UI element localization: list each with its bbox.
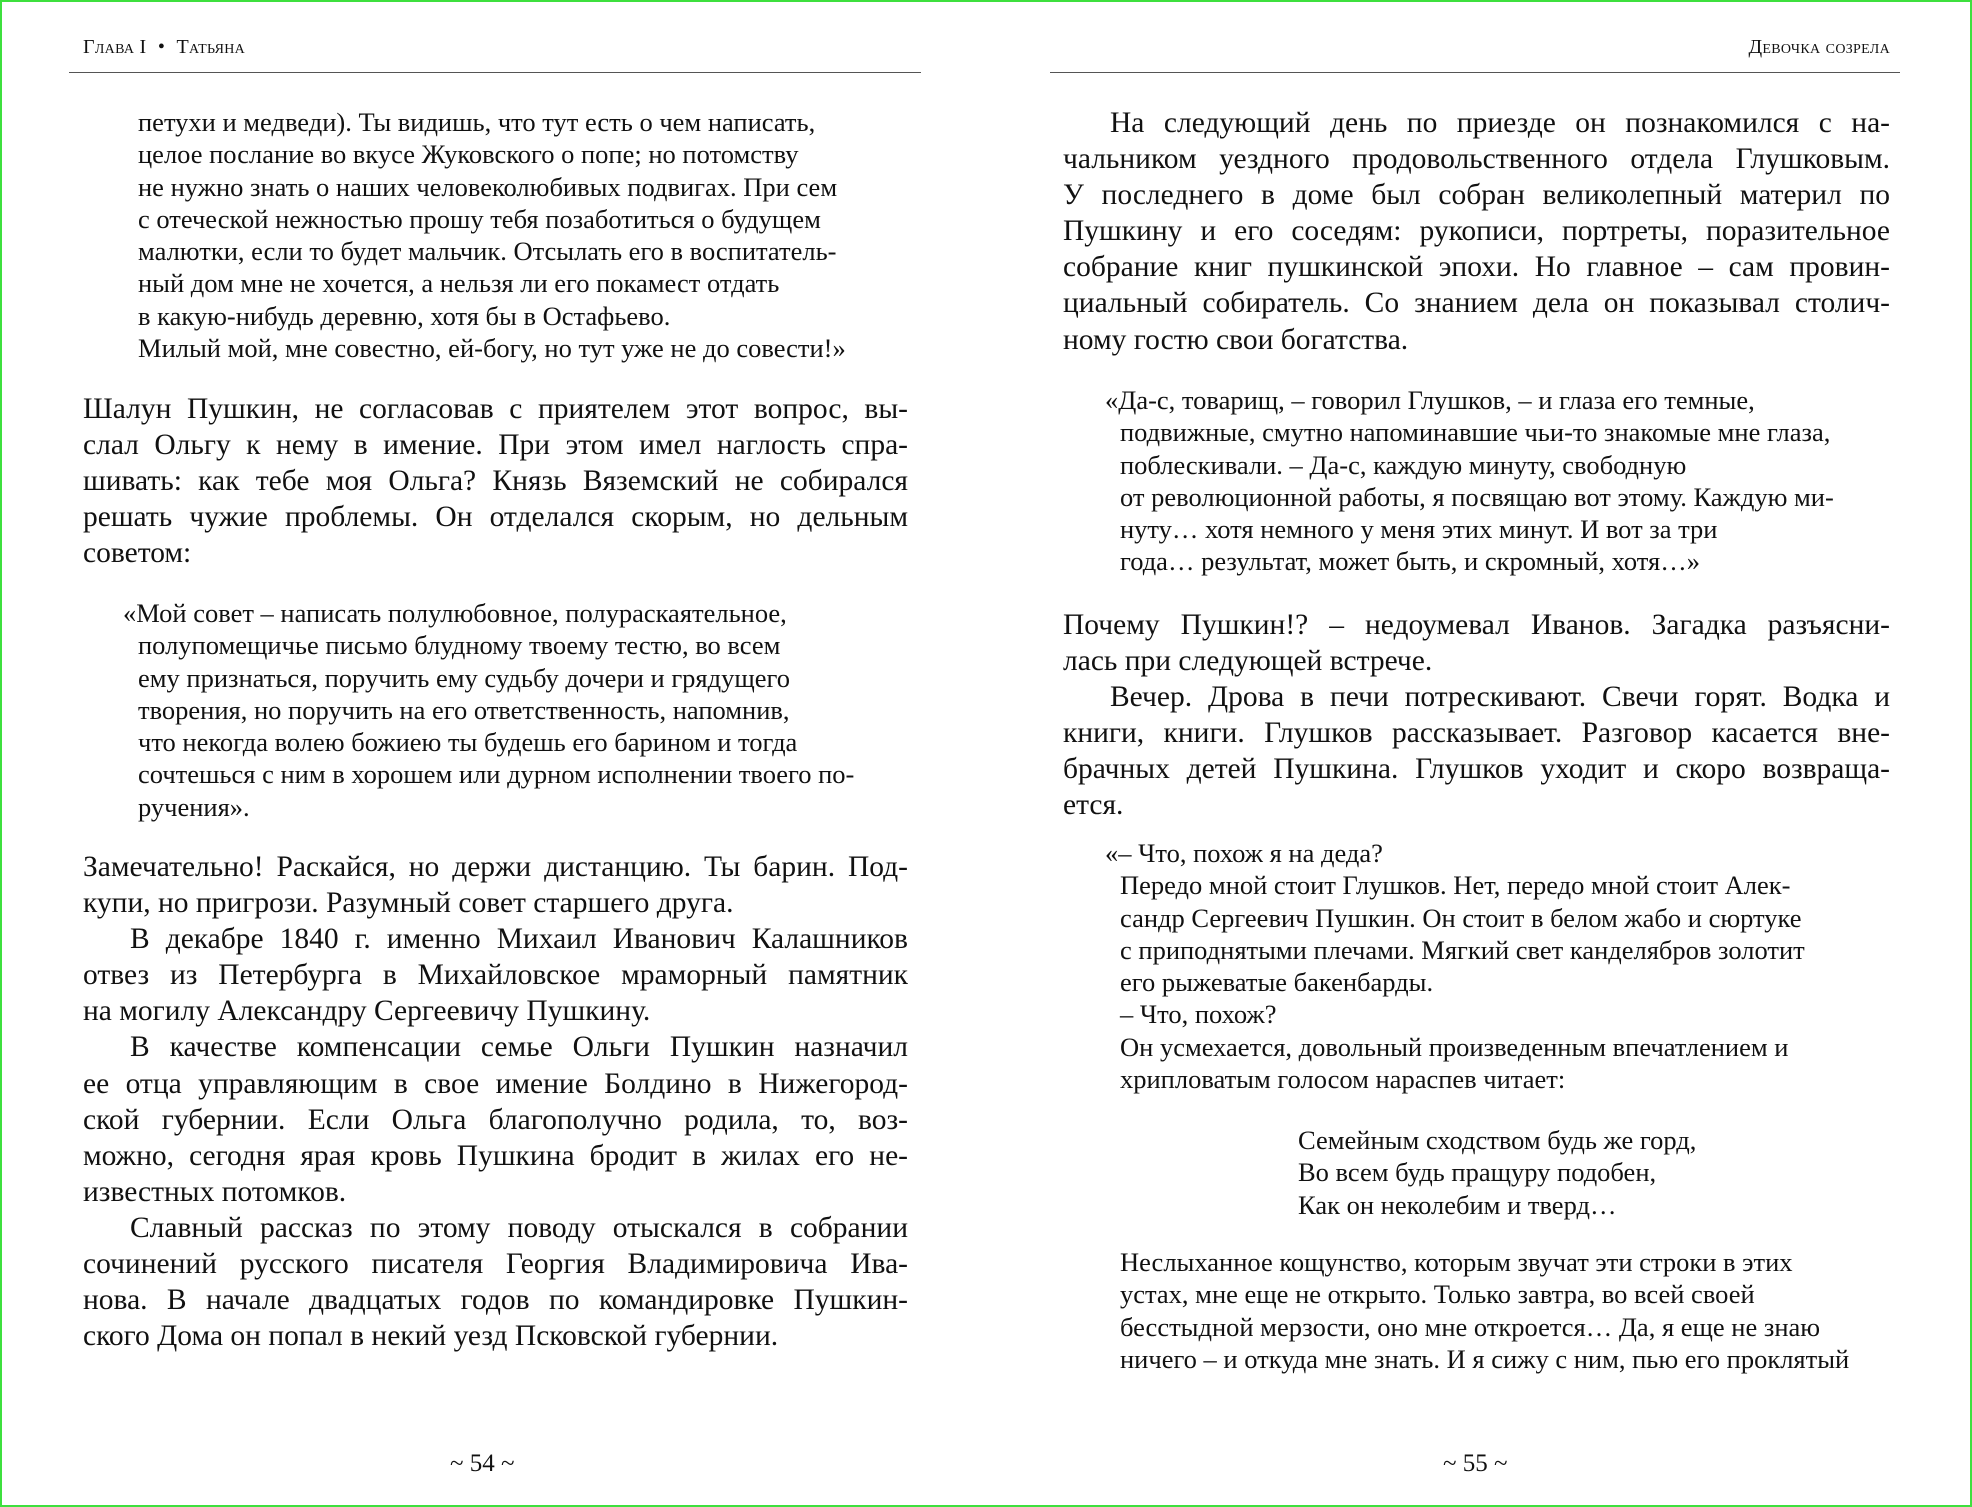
text-line: подвижные, смутно напоминавшие чьи-то знакомые мне глаза,: [1120, 417, 1831, 448]
text-line: – Что, похож?: [1120, 999, 1277, 1030]
text-line: Семейным сходством будь же горд,: [1298, 1125, 1697, 1155]
text-line: У последнего в доме был собран великолепный материл по: [1063, 179, 1890, 212]
text-line: на могилу Александру Сергеевичу Пушкину.: [83, 995, 651, 1028]
text-line: ручения».: [138, 791, 250, 822]
text-line: Он усмехается, довольный произведенным впечатлением и: [1120, 1031, 1789, 1062]
paragraph: [83, 391, 908, 571]
text-line: Передо мной стоит Глушков. Нет, передо мной стоит Алек-: [1120, 870, 1791, 901]
text-line: брачных детей Пушкина. Глушков уходит и скоро возвраща-: [1063, 753, 1890, 786]
text-line: ее отца управляющим в свое имение Болдино в Нижегород-: [83, 1067, 908, 1100]
paragraph: [1063, 105, 1890, 358]
left-header-rule: [69, 72, 921, 73]
section-title: Девочка созрела: [1748, 36, 1890, 58]
text-line: сочтешься с ним в хорошем или дурном исполнении твоего по-: [138, 759, 855, 790]
text-line: советом:: [83, 537, 192, 570]
glushkov-quote: [1105, 384, 1834, 578]
text-line: сандр Сергеевич Пушкин. Он стоит в белом жабо и сюртуке: [1120, 902, 1802, 933]
text-line: Неслыханное кощунство, которым звучат эти строки в этих: [1120, 1247, 1793, 1277]
text-line: циальный собиратель. Со знанием дела он показывал столич-: [1063, 287, 1890, 320]
text-line: Пушкину и его соседям: рукописи, портреты, поразительное: [1063, 215, 1890, 248]
paragraph: [83, 849, 908, 1354]
text-line: малютки, если то будет мальчик. Отсылать его в воспитатель-: [138, 236, 837, 267]
text-line: можно, сегодня ярая кровь Пушкина бродит в жилах его не-: [83, 1139, 908, 1172]
header-bullet: •: [157, 36, 166, 58]
text-line: шивать: как тебе моя Ольга? Князь Вяземский не собирался: [83, 465, 908, 498]
text-line: «Да-с, товарищ, – говорил Глушков, – и глаза его темные,: [1105, 385, 1755, 415]
text-line: В качестве компенсации семье Ольги Пушкин назначил: [130, 1031, 908, 1064]
text-line: его рыжеватые бакенбарды.: [1120, 967, 1434, 998]
chapter-label: Глава I: [83, 36, 147, 58]
text-line: хрипловатым голосом нараспев читает:: [1120, 1064, 1566, 1095]
text-line: Милый мой, мне совестно, ей-богу, но тут уже не до совести!»: [138, 333, 846, 364]
text-line: творения, но поручить на его ответственность, напомнив,: [138, 694, 790, 725]
right-running-header: [1748, 36, 1890, 59]
dialogue-quote: [1105, 837, 1805, 1095]
text-line: Славный рассказ по этому поводу отыскался в собрании: [130, 1211, 908, 1244]
text-line: ному гостю свои богатства.: [1063, 323, 1409, 356]
text-line: нуту… хотя немного у меня этих минут. И вот за три: [1120, 514, 1718, 545]
text-line: в какую-нибудь деревню, хотя бы в Остафьево.: [138, 300, 671, 331]
text-line: слал Ольгу к нему в имение. При этом имел наглость спра-: [83, 429, 908, 462]
chapter-title: Татьяна: [176, 36, 246, 58]
text-line: сочинений русского писателя Георгия Владимировича Ива-: [83, 1248, 908, 1281]
text-line: Во всем будь пращуру подобен,: [1298, 1157, 1657, 1188]
text-line: Вечер. Дрова в печи потрескивают. Свечи горят. Водка и: [1110, 681, 1890, 714]
text-line: лась при следующей встрече.: [1063, 645, 1433, 678]
text-line: отвез из Петербурга в Михайловское мраморный памятник: [83, 959, 908, 992]
vyazemsky-quote: [123, 597, 854, 823]
text-line: купи, но пригрози. Разумный совет старшего друга.: [83, 887, 734, 920]
text-line: ему признаться, поручить ему судьбу дочери и грядущего: [138, 662, 790, 693]
text-line: «Мой совет – написать полулюбовное, полураскаятельное,: [123, 598, 787, 628]
text-line: петухи и медведи). Ты видишь, что тут есть о чем написать,: [138, 107, 816, 137]
text-line: не нужно знать о наших человеколюбивых подвигах. При сем: [138, 171, 838, 202]
continuation-quote: [1105, 1246, 1849, 1375]
text-line: целое послание во вкусе Жуковского о попе; но потомству: [138, 139, 799, 170]
text-line: поблескивали. – Да-с, каждую минуту, свободную: [1120, 449, 1687, 480]
text-line: полупомещичье письмо блудному твоему тестю, во всем: [138, 630, 781, 661]
text-line: Шалун Пушкин, не согласовав с приятелем этот вопрос, вы-: [83, 393, 908, 425]
left-page-number: ~ 54 ~: [450, 1450, 515, 1477]
text-line: В декабре 1840 г. именно Михаил Иванович Калашников: [130, 923, 908, 956]
text-line: ный дом мне не хочется, а нельзя ли его покамест отдать: [138, 268, 780, 299]
text-line: от революционной работы, я посвящаю вот этому. Каждую ми-: [1120, 481, 1834, 512]
text-line: «– Что, похож я на деда?: [1105, 838, 1383, 868]
text-line: устах, мне еще не открыто. Только завтра, во всей своей: [1120, 1279, 1755, 1310]
text-line: ской губернии. Если Ольга благополучно родила, то, воз-: [83, 1103, 908, 1136]
text-line: нова. В начале двадцатых годов по командировке Пушкин-: [83, 1284, 908, 1317]
text-line: ется.: [1063, 789, 1124, 822]
text-line: с отеческой нежностью прошу тебя позаботиться о будущем: [138, 203, 821, 234]
right-header-rule: [1050, 72, 1900, 73]
text-line: известных потомков.: [83, 1175, 347, 1208]
text-line: ничего – и откуда мне знать. И я сижу с ним, пью его проклятый: [1120, 1343, 1850, 1374]
text-line: что некогда волею божиею ты будешь его барином и тогда: [138, 727, 798, 758]
text-line: Как он неколебим и тверд…: [1298, 1189, 1617, 1220]
text-line: Замечательно! Раскайся, но держи дистанцию. Ты барин. Под-: [83, 851, 908, 883]
poem-verse: [1283, 1124, 1696, 1221]
text-line: решать чужие проблемы. Он отделался скорым, но дельным: [83, 501, 908, 534]
text-line: ского Дома он попал в некий уезд Псковской губернии.: [83, 1320, 779, 1353]
text-line: с приподнятыми плечами. Мягкий свет канделябров золотит: [1120, 934, 1805, 965]
text-line: На следующий день по приезде он познакомился с на-: [1110, 107, 1890, 139]
text-line: бесстыдной мерзости, оно мне откроется… Да, я еще не знаю: [1120, 1311, 1821, 1342]
text-line: книги, книги. Глушков рассказывает. Разговор касается вне-: [1063, 717, 1890, 750]
text-line: чальником уездного продовольственного отдела Глушковым.: [1063, 143, 1890, 176]
text-line: года… результат, может быть, и скромный, хотя…»: [1120, 546, 1700, 577]
text-line: Почему Пушкин!? – недоумевал Иванов. Загадка разъясни-: [1063, 609, 1890, 641]
right-page-number: ~ 55 ~: [1443, 1450, 1508, 1477]
letter-quote: [123, 106, 846, 364]
left-running-header: [83, 36, 245, 59]
paragraph: [1063, 607, 1890, 824]
text-line: собрание книг пушкинской эпохи. Но главное – сам провин-: [1063, 251, 1890, 284]
